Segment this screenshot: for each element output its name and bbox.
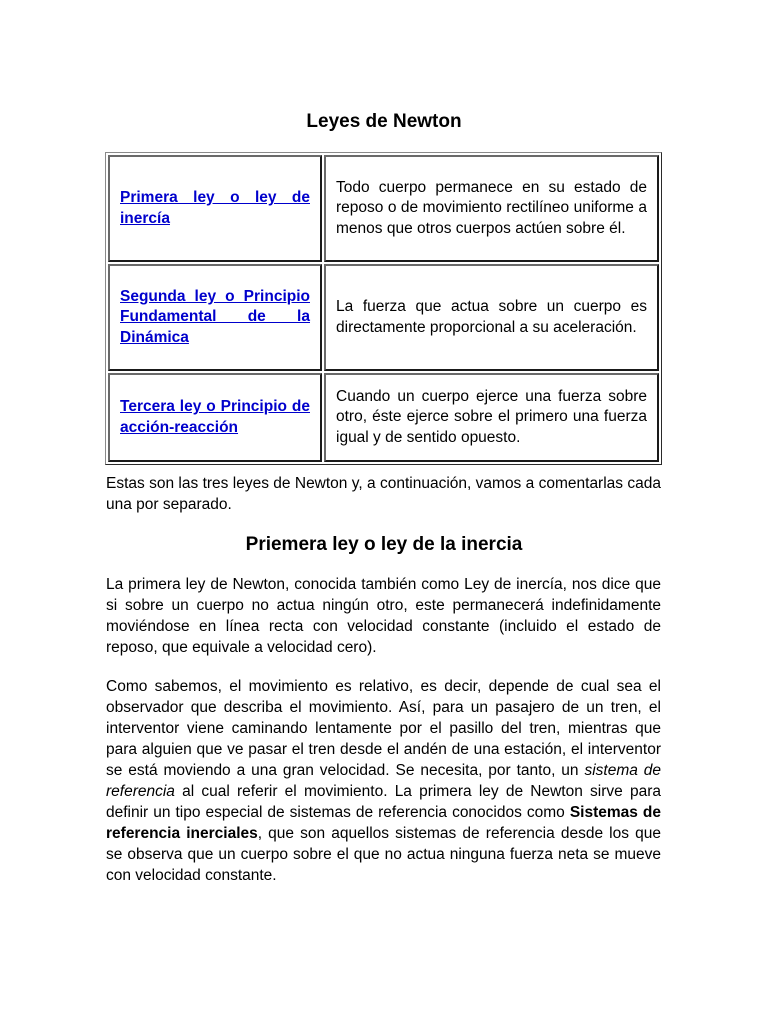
page-title: Leyes de Newton [306, 111, 462, 132]
law-name-cell [108, 373, 322, 462]
law-name-cell [108, 264, 322, 371]
newton-laws-table [105, 152, 662, 465]
law-name-cell [108, 155, 322, 262]
table-row [108, 155, 659, 262]
first-law-paragraph: La primera ley de Newton, conocida también como Ley de inercía, nos dice que si sobre un cuerpo no actua ningún otro, este permanecerá indefinidamente moviéndose en línea recta con velocidad constante (incluido el estado de reposo, que equivale a velocidad cero). [106, 576, 661, 656]
law-link-third[interactable]: Tercera ley o Principio de acción-reacción [120, 398, 310, 436]
law-link-first[interactable]: Primera ley o ley de inercía [120, 189, 310, 227]
emphasis-text: sistema de referencia [106, 762, 661, 800]
law-link-second[interactable]: Segunda ley o Principio Fundamental de la Dinámica [120, 287, 310, 346]
intro-paragraph: Estas son las tres leyes de Newton y, a continuación, vamos a comentarlas cada una por separado. [106, 475, 661, 513]
law-description-cell: Todo cuerpo permanece en su estado de reposo o de movimiento rectilíneo uniforme a menos que otros cuerpos actúen sobre él. [324, 155, 659, 262]
paragraph-text: , que son aquellos sistemas de referencia desde los que se observa que un cuerpo sobre el que no actua ninguna fuerza neta se mueve con velocidad constante. [106, 825, 661, 884]
table-row [108, 264, 659, 371]
law-description-cell: La fuerza que actua sobre un cuerpo es directamente proporcional a su aceleración. [324, 264, 659, 371]
section-heading: Priemera ley o ley de la inercia [245, 534, 523, 555]
law-description-cell: Cuando un cuerpo ejerce una fuerza sobre otro, éste ejerce sobre el primero una fuerza igual y de sentido opuesto. [324, 373, 659, 462]
reference-frames-paragraph [106, 676, 661, 886]
table-row [108, 373, 659, 462]
paragraph-text: al cual referir el movimiento. La primera ley de Newton sirve para definir un tipo especial de sistemas de referencia conocidos como [106, 783, 661, 821]
paragraph-text: Como sabemos, el movimiento es relativo, es decir, depende de cual sea el observador que describa el movimiento. Así, para un pasajero de un tren, el interventor viene caminando lentamente por el pasillo del tren, mientras que para alguien que ve pasar el tren desde el andén de una estación, el interventor se está moviendo a una gran velocidad. Se necesita, por tanto, un [106, 678, 661, 779]
bold-term: Sistemas de referencia inerciales [106, 804, 661, 842]
